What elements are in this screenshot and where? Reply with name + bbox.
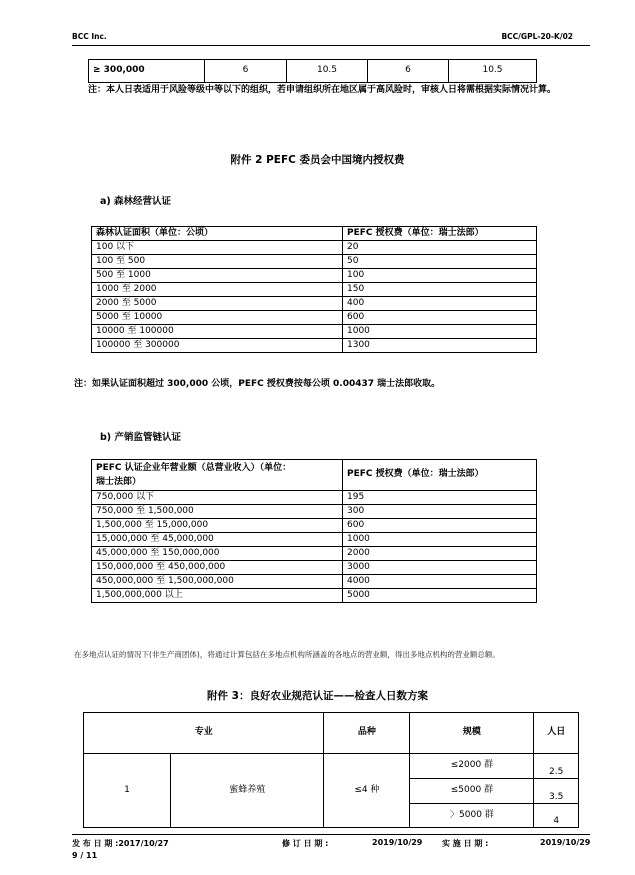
table-row	[92, 255, 537, 269]
table-row	[92, 269, 537, 283]
table-cell: 1300	[343, 339, 537, 353]
column-header: PEFC 授权费（单位：瑞士法郎）	[343, 227, 537, 241]
table-cell: 450,000,000 至 1,500,000,000	[92, 575, 343, 589]
table-row	[92, 325, 537, 339]
revision-date-label: 修 订 日 期 :	[282, 839, 329, 848]
row-number: 1	[84, 754, 171, 828]
table-cell: ≥ 300,000	[89, 60, 205, 83]
column-header-line-2: 瑞士法郎）	[96, 477, 142, 487]
gap-inspection-table	[83, 712, 579, 828]
column-header: 森林认证面积（单位：公顷）	[92, 227, 343, 241]
chain-of-custody-fee-table	[91, 459, 537, 603]
table-row	[92, 297, 537, 311]
table-cell: 10.5	[449, 60, 537, 83]
column-header	[92, 460, 343, 491]
table-row	[92, 491, 537, 505]
effective-date-label: 实 施 日 期 :	[442, 839, 489, 848]
revision-date: 2019/10/29	[372, 838, 423, 847]
days-cell: 4	[534, 804, 579, 828]
table-cell: 750,000 以下	[92, 491, 343, 505]
table-cell: 3000	[343, 561, 537, 575]
column-header: PEFC 授权费（单位：瑞士法郎）	[343, 460, 537, 491]
column-header-line-1: PEFC 认证企业年营业额（总营业收入）（单位：	[96, 463, 292, 473]
footer-rule	[72, 834, 590, 835]
table-cell: 6	[205, 60, 287, 83]
top-continuation-table	[88, 59, 537, 83]
table-cell: 10000 至 100000	[92, 325, 343, 339]
table-row	[92, 283, 537, 297]
column-header: 专业	[84, 713, 324, 754]
forest-management-fee-table	[91, 226, 537, 353]
scale-cell: 〉5000 群	[410, 804, 534, 828]
table-header-row	[92, 460, 537, 491]
column-header: 规模	[410, 713, 534, 754]
table-cell: 2000 至 5000	[92, 297, 343, 311]
table-cell: 1000	[343, 533, 537, 547]
column-header: 人日	[534, 713, 579, 754]
table-row	[92, 339, 537, 353]
page-number: 9 / 11	[72, 851, 98, 860]
table-cell: 15,000,000 至 45,000,000	[92, 533, 343, 547]
table-cell: 400	[343, 297, 537, 311]
table-row	[92, 575, 537, 589]
table-cell: 1,500,000,000 以上	[92, 589, 343, 603]
table-cell: 600	[343, 311, 537, 325]
table-cell: 500 至 1000	[92, 269, 343, 283]
table-row	[92, 561, 537, 575]
document-code: BCC/GPL-20-K/02	[501, 32, 573, 41]
table-row	[92, 505, 537, 519]
table-row	[92, 519, 537, 533]
table-cell: 100 至 500	[92, 255, 343, 269]
table-row	[92, 533, 537, 547]
annex3-title: 附件 3：良好农业规范认证——检查人日数方案	[207, 690, 428, 702]
scale-cell: ≤2000 群	[410, 754, 534, 779]
table-cell: 20	[343, 241, 537, 255]
table-cell: 5000 至 10000	[92, 311, 343, 325]
effective-date: 2019/10/29	[540, 838, 591, 847]
table-cell: 300	[343, 505, 537, 519]
specialty-name: 蜜蜂养殖	[171, 754, 324, 828]
days-cell: 2.5	[534, 754, 579, 779]
table-cell: 4000	[343, 575, 537, 589]
table-cell: 195	[343, 491, 537, 505]
header-rule	[72, 45, 590, 46]
table-cell: 100000 至 300000	[92, 339, 343, 353]
table-cell: 50	[343, 255, 537, 269]
company-name: BCC Inc.	[72, 32, 107, 41]
variety-cell: ≤4 种	[324, 754, 410, 828]
section-b-heading: b) 产销监管链认证	[100, 432, 181, 443]
table-cell: 6	[368, 60, 449, 83]
multi-site-note: 在多地点认证的情况下(非生产商团体)，将通过计算包括在多地点机构所涵盖的各地点的营业额，得出多地点机构的营业额总额。	[74, 650, 500, 659]
table-row	[92, 241, 537, 255]
table-cell: 2000	[343, 547, 537, 561]
table-cell: 100 以下	[92, 241, 343, 255]
table-cell: 600	[343, 519, 537, 533]
issue-date: 发 布 日 期 :2017/10/27	[72, 839, 169, 848]
table-row	[92, 547, 537, 561]
table-cell: 1000	[343, 325, 537, 339]
table-row	[84, 754, 579, 779]
table-cell: 1,500,000 至 15,000,000	[92, 519, 343, 533]
table-header-row	[84, 713, 579, 754]
days-cell: 3.5	[534, 779, 579, 804]
table-cell: 5000	[343, 589, 537, 603]
risk-note: 注：本人日表适用于风险等级中等以下的组织，若申请组织所在地区属于高风险时，审核人日将需根据实际情况计算。	[88, 85, 557, 95]
table-cell: 100	[343, 269, 537, 283]
table-cell: 45,000,000 至 150,000,000	[92, 547, 343, 561]
table-cell: 150,000,000 至 450,000,000	[92, 561, 343, 575]
table-header-row	[92, 227, 537, 241]
table-row	[89, 60, 537, 83]
table-cell: 150	[343, 283, 537, 297]
annex2-title: 附件 2 PEFC 委员会中国境内授权费	[230, 154, 405, 166]
table-row	[92, 589, 537, 603]
table-cell: 10.5	[287, 60, 368, 83]
area-fee-note: 注：如果认证面积超过 300,000 公顷，PEFC 授权费按每公顷 0.00437 瑞士法郎收取。	[74, 379, 441, 389]
table-cell: 750,000 至 1,500,000	[92, 505, 343, 519]
column-header: 品种	[324, 713, 410, 754]
table-cell: 1000 至 2000	[92, 283, 343, 297]
scale-cell: ≤5000 群	[410, 779, 534, 804]
table-row	[92, 311, 537, 325]
section-a-heading: a) 森林经营认证	[100, 196, 172, 207]
